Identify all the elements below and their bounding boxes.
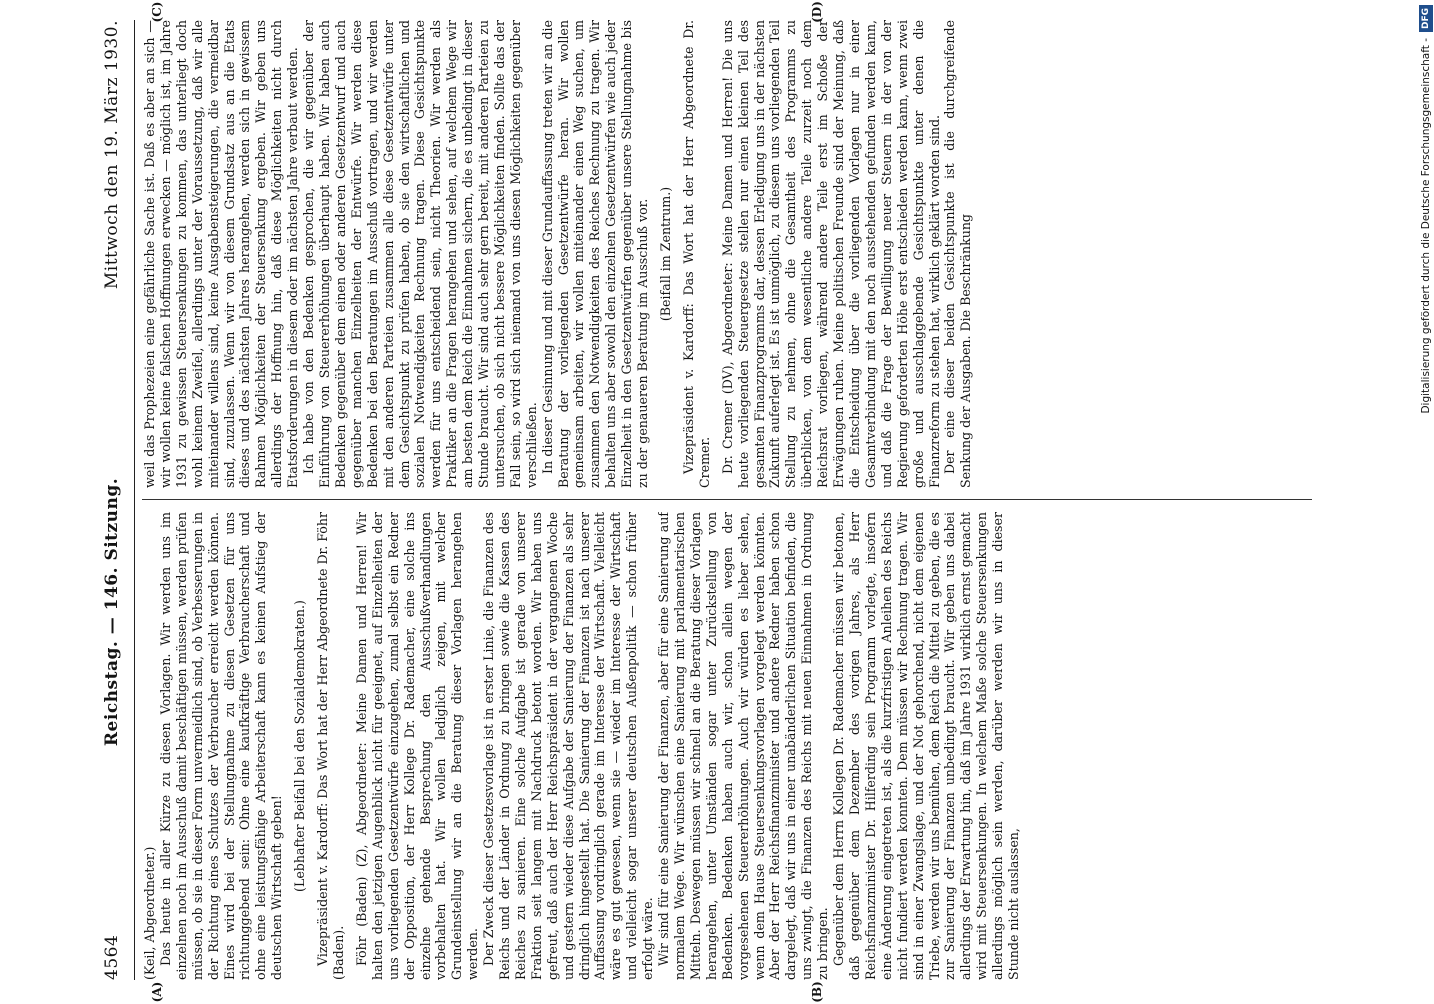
paragraph: Ich habe von den Bedenken gesprochen, die wir gegenüber der Einführung von Steuererhöhungen überhaupt haben. Wir haben auch Bedenken gegenüber dem einen oder anderen Gesetzentwurf und auch gegenüber manchen Einzelheiten der Entwürfe. Wir werden diese Bedenken bei den Beratungen im Ausschuß vortragen, und wir werden mit den anderen Parteien zusammen alle diese Gesetzentwürfe unter dem Gesichtspunkt zu prüfen haben, ob sie den wirtschaftlichen und sozialen Notwendigkeiten Rechnung tragen. Diese Gesichtspunkte werden für uns entscheidend sein, nicht Theorien. Wir werden als Praktiker an die Fragen herangehen und sehen, auf welchem Wege wir am besten dem Reich die Einnahmen sichern, die es unbedingt in dieser Stunde braucht. Wir sind auch sehr gern bereit, mit anderen Parteien zu untersuchen, ob sich nicht bessere Möglichkeiten finden. Sollte das der Fall sein, so wird sich niemand von uns diesen Möglichkeiten gegenüber verschließen. [301,20,539,488]
paragraph: In dieser Gesinnung und mit dieser Grundauffassung treten wir an die Beratung der vorliegenden Gesetzentwürfe heran. Wir wollen gemeinsam arbeiten, wir wollen miteinander einen Weg suchen, um zusammen den Notwendigkeiten des Reiches Rechnung zu tragen. Wir behalten uns aber sowohl den einzelnen Gesetzentwürfen wie auch jeder Einzelheit in den Gesetzentwürfen gegenüber unsere Stellungnahme bis zu der genaueren Beratung im Ausschuß vor. [539,20,651,488]
page-header [90,20,134,980]
applause-note: (Beifall im Zentrum.) [658,186,673,322]
right-column [142,20,1322,488]
dfg-logo: DFG [1419,5,1433,32]
paragraph: Der eine dieser beiden Gesichtspunkte ist die durchgreifende Senkung der Ausgaben. Die Beschränkung [942,20,974,488]
column-separator [142,499,1312,500]
margin-marker-a: (A) [150,981,164,1003]
paragraph: weil das Prophezeien eine gefährliche Sache ist. Daß es aber an sich — wir wollen keine falschen Hoffnungen erwecken — möglich ist, im Jahre 1931 zu gewissen Steuersenkungen zu kommen, das unterliegt doch wohl keinem Zweifel, allerdings unter der Voraussetzung, daß wir alle miteinander willens sind, keine Ausgabensteigerungen, die vermeidbar sind, zuzulassen. Wenn wir von diesem Grundsatz aus an die Etats dieses und des nächsten Jahres herangehen, werden sich in gewissem Rahmen Möglichkeiten der Steuersenkung ergeben. Wir geben uns allerdings der Hoffnung hin, daß diese Möglichkeiten nicht durch Etatsforderungen in diesem oder im nächsten Jahre verbaut werden. [142,20,301,488]
digitization-stamp [1418,0,1434,1000]
paragraph: Das heute in aller Kürze zu diesen Vorlagen. Wir werden uns im einzelnen noch im Ausschuß damit beschäftigen müssen, werden prüfen müssen, ob sie in dieser Form unvermeidlich sind, ob Verbesserungen in der Richtung eines Schutzes der Verbraucher erreicht werden können. Eines wird bei der Stellungnahme zu diesen Gesetzen für uns richtunggebend sein: Ohne eine kaufkräftige Verbraucherschaft und ohne eine leistungsfähige Arbeiterschaft kann es keinen Aufstieg der deutschen Wirtschaft geben! [157,512,285,980]
stamp-text: Digitalisierung gefördert durch die Deutsche Forschungsgemeinschaft - [1420,38,1432,414]
margin-marker-d: (D) [810,1,824,23]
paragraph: Der Zweck dieser Gesetzesvorlage ist in erster Linie, die Finanzen des Reichs und der Länder in Ordnung zu bringen sowie die Kassen des Reiches zu sanieren. Eine solche Aufgabe ist gerade von unserer Fraktion seit langem mit Nachdruck betont worden. Wir haben uns gefreut, daß auch der Herr Reichspräsident in der vergangenen Woche und gestern wieder diese Aufgabe der Sanierung der Finanzen als sehr dringlich hingestellt hat. Die Sanierung der Finanzen ist nach unserer Auffassung vordringlich gerade im Interesse der Wirtschaft. Vielleicht wäre es gut gewesen, wenn sie — wieder im Interesse der Wirtschaft und vielleicht sogar unserer deutschen Außenpolitik — schon früher erfolgt wäre. [481,512,656,980]
session-title: Reichstag. — 146. Sitzung. [102,477,122,747]
session-date: Mittwoch den 19. März 1930. [102,20,122,290]
page-number: 4564 [102,934,122,980]
chair-announcement: Vizepräsident v. Kardorff: Das Wort hat der Herr Abgeordnete Dr. Föhr (Baden). [315,512,346,980]
chair-announcement: Vizepräsident v. Kardorff: Das Wort hat der Herr Abgeordnete Dr. Cremer. [680,20,712,488]
paragraph: Dr. Cremer (DV), Abgeordneter: Meine Damen und Herren! Die uns heute vorliegenden Steuergesetze stellen nur einen kleinen Teil des gesamten Finanzprogramms dar, dessen Erledigung uns in der nächsten Zukunft auferlegt ist. Es ist unmöglich, zu diesem uns vorliegenden Teil Stellung zu nehmen, ohne die Gesamtheit des Programms zu überblicken, von dem wesentliche andere Teile zurzeit noch dem Reichsrat vorliegen, während andere Teile erst im Schoße der Erwägungen ruhen. Meine politischen Freunde sind der Meinung, daß die Entscheidung über die vorliegenden Vorlagen nur in einer Gesamtverbindung mit den noch ausstehenden gefunden werden kann, und daß die Frage der Bewilligung neuer Steuern in der von der Regierung geforderten Höhe erst entschieden werden kann, wenn zwei große und ausschlaggebende Gesichtspunkte unter denen die Finanzreform zu stehen hat, wirklich geklärt worden sind. [719,20,942,488]
header-rule [134,20,135,980]
rotated-page [90,0,1330,1003]
margin-marker-c: (C) [150,1,164,23]
left-column [142,512,1322,980]
paragraph: Föhr (Baden) (Z), Abgeordneter: Meine Damen und Herren! Wir halten den jetzigen Augenblick nicht für geeignet, auf Einzelheiten der uns vorliegenden Gesetzentwürfe einzugehen, zumal selbst ein Redner der Opposition, der Herr Kollege Dr. Rademacher, eine solche ins einzelne gehende Besprechung den Ausschußverhandlungen vorbehalten hat. Wir wollen lediglich zeigen, mit welcher Grundeinstellung wir an die Beratung dieser Vorlagen herangehen werden. [353,512,481,980]
paragraph: Wir sind für eine Sanierung der Finanzen, aber für eine Sanierung auf normalem Wege. Wir wünschen eine Sanierung mit parlamentarischen Mitteln. Deswegen müssen wir schnell an die Beratung dieser Vorlagen herangehen, unter Umständen sogar unter Zurückstellung von Bedenken. Bedenken haben auch wir, schon allein wegen der vorgesehenen Steuererhöhungen. Auch wir würden es lieber sehen, wenn dem Hause Steuersenkungsvorlagen vorgelegt werden könnten. Aber der Herr Reichsfinanzminister und andere Redner haben schon dargelegt, daß wir uns in einer unabänderlichen Situation befinden, die uns zwingt, die Finanzen des Reichs mit neuen Einnahmen in Ordnung zu bringen. [656,512,831,980]
margin-marker-b: (B) [810,981,824,1003]
paragraph: Gegenüber dem Herrn Kollegen Dr. Rademacher müssen wir betonen, daß gegenüber dem Dezember des vorigen Jahres, als Herr Reichsfinanzminister Dr. Hilferding sein Programm vorlegte, insofern eine Änderung eingetreten ist, als die kurzfristigen Anleihen des Reichs nicht fundiert werden konnten. Dem müssen wir Rechnung tragen. Wir sind in einer Zwangslage, und der Not gehorchend, nicht dem eigenen Triebe, werden wir uns bemühen, dem Reich die Mittel zu geben, die es zur Sanierung der Finanzen unbedingt braucht. Wir geben uns dabei allerdings der Erwartung hin, daß im Jahre 1931 wirklich ernst gemacht wird mit Steuersenkungen. In welchem Maße solche Steuersenkungen allerdings möglich sein werden, darüber werden wir uns in dieser Stunde nicht auslassen, [831,512,1022,980]
speaker-continuation: (Keil, Abgeordneter.) [142,846,157,980]
applause-note: (Lebhafter Beifall bei den Sozialdemokraten.) [292,600,308,892]
